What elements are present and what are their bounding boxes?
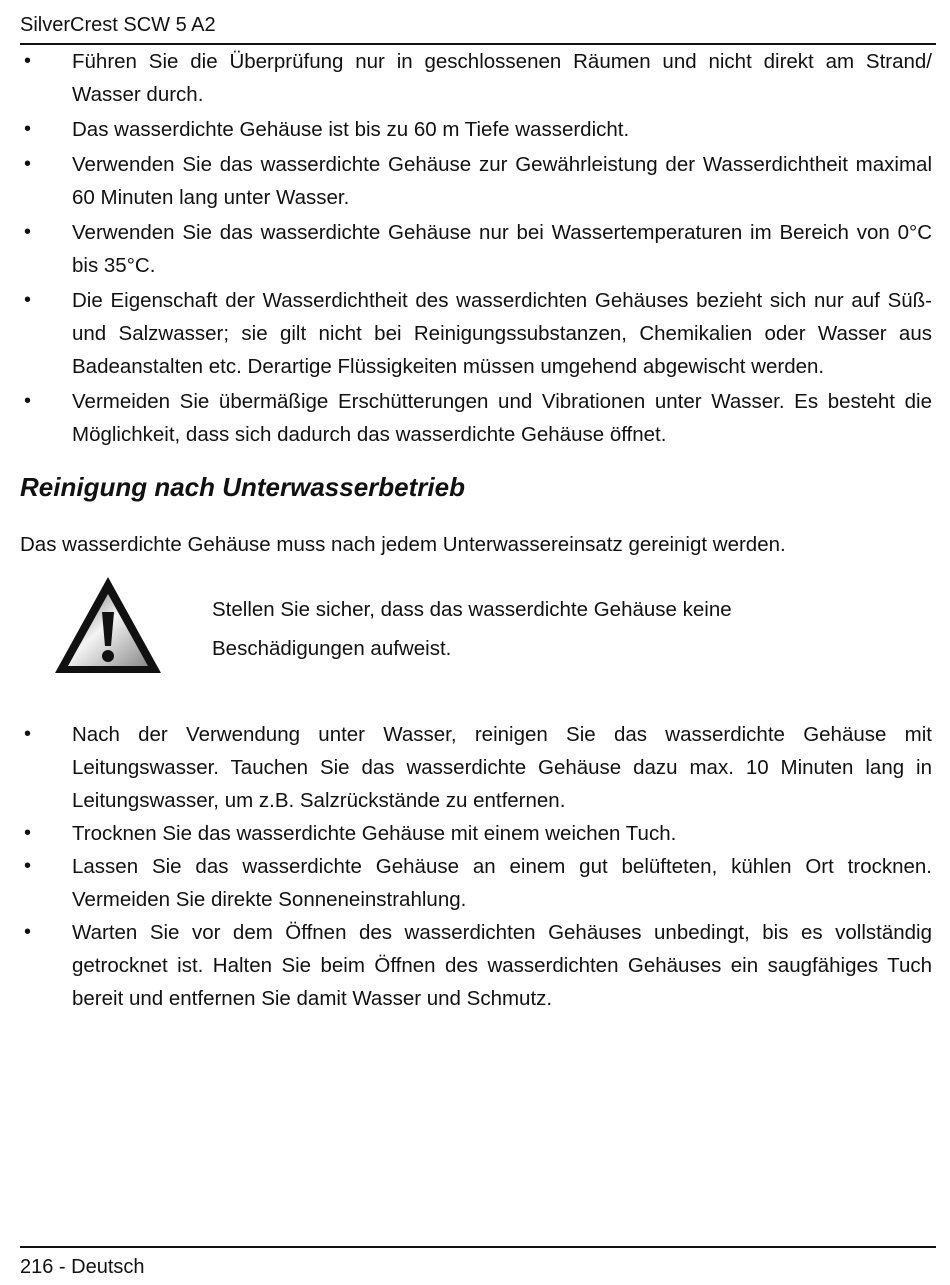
bullet-icon: • bbox=[24, 289, 32, 311]
bullet-icon: • bbox=[24, 153, 32, 175]
bullet-icon: • bbox=[24, 855, 32, 877]
footer-divider bbox=[20, 1246, 936, 1248]
list-item-text: Warten Sie vor dem Öffnen des wasserdichten Gehäuses unbedingt, bis es vollständig getrocknet ist. Halten Sie beim Öffnen des wasserdichten Gehäuses ein saugfähiges Tuch bereit und entfernen Sie damit Wasser und Schmutz. bbox=[72, 921, 932, 1010]
page-footer: 216 - Deutsch bbox=[20, 1256, 145, 1278]
list-item-text: Nach der Verwendung unter Wasser, reinigen Sie das wasserdichte Gehäuse mit Leitungswasser. Tauchen Sie das wasserdichte Gehäuse dazu max. 10 Minuten lang in Leitungswasser, um z.B. Salzrückstände zu entfernen. bbox=[72, 723, 932, 812]
bullet-icon: • bbox=[24, 822, 32, 844]
warning-line: Beschädigungen aufweist. bbox=[212, 637, 452, 660]
section-title: Reinigung nach Unterwasserbetrieb bbox=[20, 472, 465, 502]
list-item-text: Die Eigenschaft der Wasserdichtheit des wasserdichten Gehäuses bezieht sich nur auf Süß- und Salzwasser; sie gilt nicht bei Reinigungssubstanzen, Chemikalien oder Wasser aus Badeanstalten etc. Derartige Flüssigkeiten müssen umgehend abgewischt werden. bbox=[72, 289, 932, 378]
list-item bbox=[20, 45, 932, 111]
list-item-text: Führen Sie die Überprüfung nur in geschlossenen Räumen und nicht direkt am Strand/ Wasser durch. bbox=[72, 50, 932, 106]
section-intro: Das wasserdichte Gehäuse muss nach jedem Unterwassereinsatz gereinigt werden. bbox=[20, 533, 786, 556]
list-item bbox=[20, 718, 932, 817]
list-item-text: Das wasserdichte Gehäuse ist bis zu 60 m Tiefe wasserdicht. bbox=[72, 118, 630, 141]
bullet-icon: • bbox=[24, 390, 32, 412]
bullet-icon: • bbox=[24, 921, 32, 943]
list-item bbox=[20, 216, 932, 282]
list-item bbox=[20, 850, 932, 916]
bullet-icon: • bbox=[24, 50, 32, 72]
cleaning-bullet-list bbox=[20, 718, 932, 1015]
list-item bbox=[20, 817, 932, 850]
list-item-text: Lassen Sie das wasserdichte Gehäuse an einem gut belüfteten, kühlen Ort trocknen. Vermeiden Sie direkte Sonneneinstrahlung. bbox=[72, 855, 932, 911]
bullet-icon: • bbox=[24, 723, 32, 745]
warning-line: Stellen Sie sicher, dass das wasserdichte Gehäuse keine bbox=[212, 598, 732, 621]
list-item-text: Vermeiden Sie übermäßige Erschütterungen und Vibrationen unter Wasser. Es besteht die Möglichkeit, dass sich dadurch das wasserdichte Gehäuse öffnet. bbox=[72, 390, 932, 446]
list-item-text: Verwenden Sie das wasserdichte Gehäuse nur bei Wassertemperaturen im Bereich von 0°C bis 35°C. bbox=[72, 221, 932, 277]
safety-bullet-list bbox=[20, 45, 932, 453]
bullet-icon: • bbox=[24, 221, 32, 243]
list-item-text: Verwenden Sie das wasserdichte Gehäuse zur Gewährleistung der Wasserdichtheit maximal 60 Minuten lang unter Wasser. bbox=[72, 153, 932, 209]
warning-message bbox=[212, 590, 892, 668]
bullet-icon: • bbox=[24, 118, 32, 140]
list-item bbox=[20, 113, 932, 146]
list-item bbox=[20, 916, 932, 1015]
list-item bbox=[20, 148, 932, 214]
warning-triangle-icon bbox=[52, 574, 164, 676]
list-item bbox=[20, 284, 932, 383]
page-header: SilverCrest SCW 5 A2 bbox=[20, 14, 216, 36]
list-item bbox=[20, 385, 932, 451]
list-item-text: Trocknen Sie das wasserdichte Gehäuse mit einem weichen Tuch. bbox=[72, 822, 677, 845]
